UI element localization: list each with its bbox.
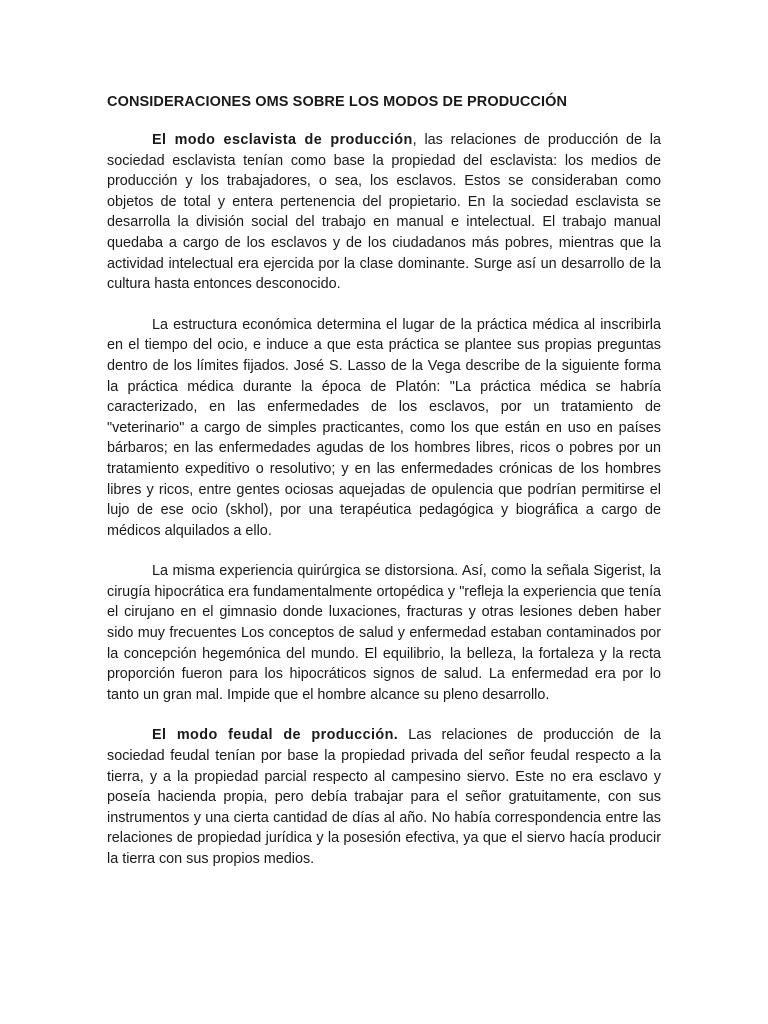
- paragraph-text: La estructura económica determina el lugar de la práctica médica al inscribirla en el tiempo del ocio, e induce a que esta práctica se plantee sus propias preguntas dentro de los límites fijados. José S. Lasso de la Vega describe de la siguiente forma la práctica médica durante la época de Platón: "La práctica médica se habría caracterizado, en las enfermedades de los esclavos, por un tratamiento de "veterinario" a cargo de simples practicantes, como los que están en uso en países bárbaros; en las enfermedades agudas de los hombres libres, ricos o pobres por un tratamiento expeditivo o resolutivo; y en las enfermedades crónicas de los hombres libres y ricos, entre gentes ociosas aquejadas de opulencia que podrían permitirse el lujo de ese ocio (skhol), por una terapéutica pedagógica y biográfica a cargo de médicos alquilados a ello.: [107, 316, 661, 539]
- paragraph-text: Las relaciones de producción de la sociedad feudal tenían por base la propiedad privada del señor feudal respecto a la tierra, y a la propiedad parcial respecto al campesino siervo. Este no era esclavo y poseía hacienda propia, pero debía trabajar para el señor gratuitamente, con sus instrumentos y una cierta cantidad de días al año. No había correspondencia entre las relaciones de propiedad jurídica y la posesión efectiva, ya que el siervo hacía producir la tierra con sus propios medios.: [107, 727, 662, 867]
- paragraph-lead: El modo esclavista de producción: [152, 132, 413, 148]
- paragraph-text: La misma experiencia quirúrgica se distorsiona. Así, como la señala Sigerist, la cirugía hipocrática era fundamentalmente ortopédica y "refleja la experiencia que tenía el cirujano en el gimnasio donde luxaciones, fracturas y otras lesiones deben haber sido muy frecuentes Los conceptos de salud y enfermedad estaban contaminados por la concepción hegemónica del mundo. El equilibrio, la belleza, la fortaleza y la recta proporción fueron para los hipocráticos signos de salud. La enfermedad era por lo tanto un gran mal. Impide que el hombre alcance su pleno desarrollo.: [107, 563, 661, 703]
- paragraph-economic-structure: [107, 315, 661, 542]
- paragraph-lead: El modo feudal de producción.: [152, 727, 399, 744]
- paragraph-feudal-mode: [107, 725, 661, 869]
- document-title: CONSIDERACIONES OMS SOBRE LOS MODOS DE PRODUCCIÓN: [107, 94, 568, 110]
- document-page: [107, 92, 661, 890]
- paragraph-surgical-experience: [107, 561, 661, 705]
- paragraph-text: , las relaciones de producción de la sociedad esclavista tenían como base la propiedad del esclavista: los medios de producción y los trabajadores, o sea, los esclavos. Estos se consideraban como objetos de total y entera pertenencia del propietario. En la sociedad esclavista se desarrolla la división social del trabajo en manual e intelectual. El trabajo manual quedaba a cargo de los esclavos y de los ciudadanos más pobres, mientras que la actividad intelectual era ejercida por la clase dominante. Surge así un desarrollo de la cultura hasta entonces desconocido.: [107, 132, 661, 293]
- paragraph-slave-mode: [107, 130, 661, 295]
